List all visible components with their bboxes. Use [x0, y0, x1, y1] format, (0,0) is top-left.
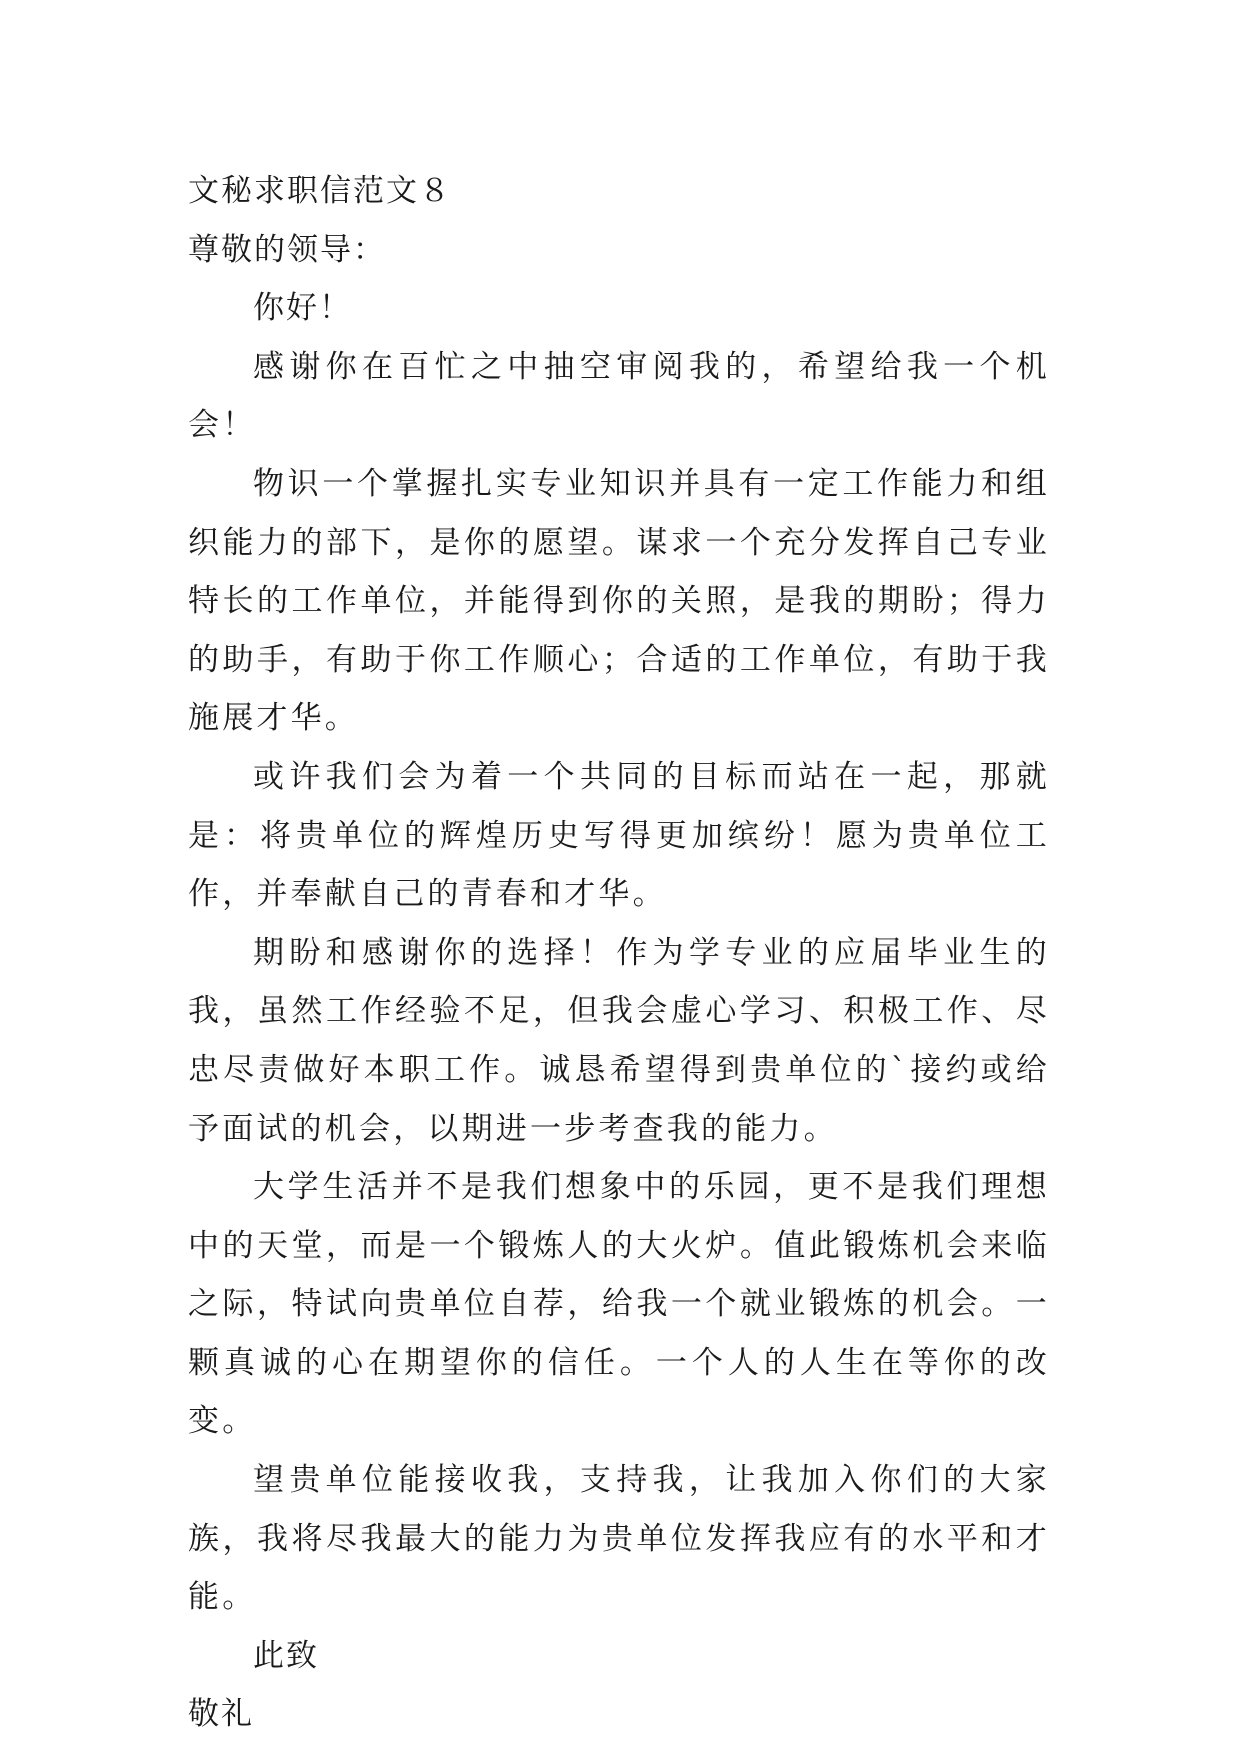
- letter-body: [188, 162, 1050, 1744]
- paragraph-choice: 期盼和感谢你的选择！作为学专业的应届毕业生的我，虽然工作经验不足，但我会虚心学习、积极工作、尽忠尽责做好本职工作。诚恳希望得到贵单位的`接约或给予面试的机会，以期进一步考查我的能力。: [188, 934, 1050, 1147]
- closing-regards: 此致: [253, 1637, 319, 1674]
- greeting: 你好！: [253, 290, 352, 327]
- paragraph-hope: 望贵单位能接收我，支持我，让我加入你们的大家族，我将尽我最大的能力为贵单位发挥我应有的水平和才能。: [188, 1462, 1050, 1616]
- paragraph-university-life: 大学生活并不是我们想象中的乐园，更不是我们理想中的天堂，而是一个锻炼人的大火炉。值此锻炼机会来临之际，特试向贵单位自荐，给我一个就业锻炼的机会。一颗真诚的心在期望你的信任。一个人的人生在等你的改变。: [188, 1169, 1050, 1440]
- salutation: 尊敬的领导：: [188, 231, 386, 268]
- paragraph-common-goal: 或许我们会为着一个共同的目标而站在一起，那就是：将贵单位的辉煌历史写得更加缤纷！愿为贵单位工作，并奉献自己的青春和才华。: [188, 758, 1050, 913]
- document-title: 文秘求职信范文８: [188, 173, 452, 209]
- closing-salute: 敬礼: [188, 1696, 254, 1733]
- paragraph-thanks: 感谢你在百忙之中抽空审阅我的，希望给我一个机会！: [188, 348, 1050, 444]
- paragraph-expectation: 物识一个掌握扎实专业知识并具有一定工作能力和组织能力的部下，是你的愿望。谋求一个充分发挥自己专业特长的工作单位，并能得到你的关照，是我的期盼；得力的助手，有助于你工作顺心；合适的工作单位，有助于我施展才华。: [188, 465, 1050, 737]
